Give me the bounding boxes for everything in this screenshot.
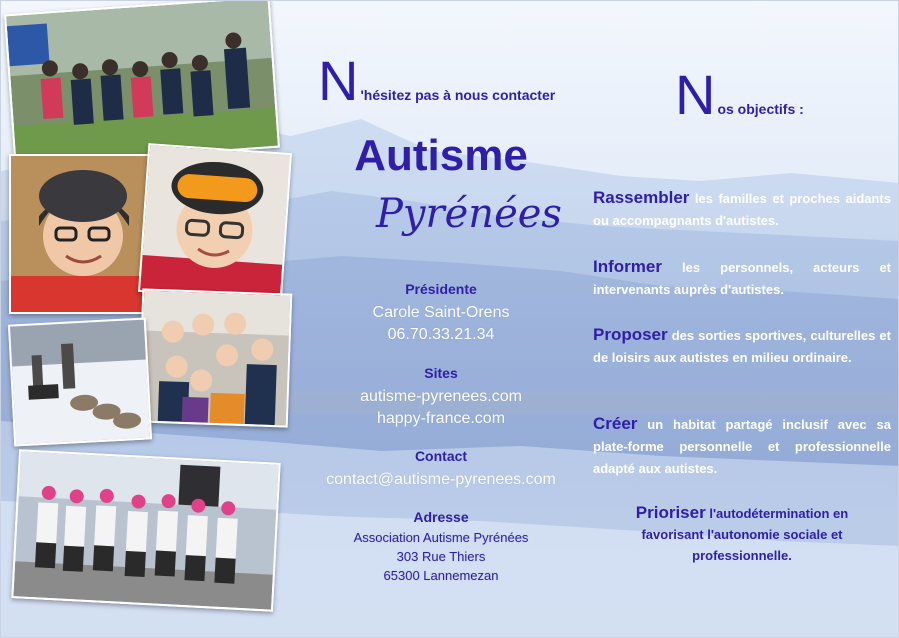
address-label: Adresse — [413, 509, 469, 525]
objective-keyword: Rassembler — [593, 188, 690, 207]
objective-text: les familles et proches aidants ou accompagnants d'autistes. — [593, 191, 891, 228]
contact-heading-initial: N — [318, 49, 359, 112]
run-group-photo-icon — [13, 451, 278, 609]
objective-keyword: Prioriser — [635, 503, 706, 522]
objective-text: les personnels, acteurs et intervenants auprès d'autistes. — [593, 260, 891, 297]
objectives-heading — [675, 63, 804, 126]
address-line-2: 303 Rue Thiers — [396, 549, 486, 564]
sites-label: Sites — [424, 365, 458, 381]
group-photo-icon — [6, 0, 278, 164]
objective-item — [593, 324, 891, 369]
contact-email[interactable]: contact@autisme-pyrenees.com — [326, 471, 556, 488]
family-group-photo-icon — [140, 290, 290, 425]
site-link-2[interactable]: happy-france.com — [376, 410, 506, 427]
president-name: Carole Saint-Orens — [372, 304, 510, 321]
objectives-column — [593, 1, 891, 638]
objective-item — [593, 256, 891, 301]
objective-item — [593, 413, 891, 480]
ski-child-goggles-photo-icon — [140, 145, 290, 299]
objective-keyword: Informer — [593, 257, 662, 276]
dog-sled-photo — [8, 317, 152, 446]
president-label: Présidente — [405, 281, 477, 297]
objective-item — [607, 502, 877, 566]
address-line-3: 65300 Lannemezan — [383, 568, 499, 583]
objective-text: un habitat partagé inclusif avec sa plate-forme personnelle et professionnelle adapté aux autistes. — [593, 417, 891, 476]
group-photo — [4, 0, 280, 166]
ski-child-goggles-photo — [138, 143, 292, 302]
ski-child-photo-icon — [11, 156, 151, 312]
contact-heading — [318, 49, 556, 112]
contact-column — [306, 1, 576, 638]
objective-keyword: Proposer — [593, 325, 668, 344]
organization-subtitle: Pyrénées — [376, 191, 562, 237]
objective-text: des sorties sportives, culturelles et de loisirs aux autistes en milieu ordinaire. — [593, 328, 891, 365]
president-phone: 06.70.33.21.34 — [387, 326, 495, 343]
objective-item — [593, 187, 891, 232]
dog-sled-photo-icon — [10, 320, 150, 445]
site-link-1[interactable]: autisme-pyrenees.com — [360, 388, 522, 405]
address-line-1: Association Autisme Pyrénées — [353, 530, 529, 545]
objectives-heading-initial: N — [675, 63, 716, 126]
run-group-photo — [11, 449, 280, 612]
contact-heading-text: 'hésitez pas à nous contacter — [360, 87, 556, 103]
objectives-heading-text: os objectifs : — [717, 101, 804, 117]
objective-keyword: Créer — [593, 414, 638, 433]
organization-name: Autisme — [354, 131, 528, 180]
contact-label: Contact — [414, 448, 468, 464]
objective-text: l'autodétermination en favorisant l'autonomie sociale et professionnelle. — [641, 506, 849, 563]
family-group-photo — [138, 288, 293, 427]
ski-child-photo — [9, 154, 153, 314]
